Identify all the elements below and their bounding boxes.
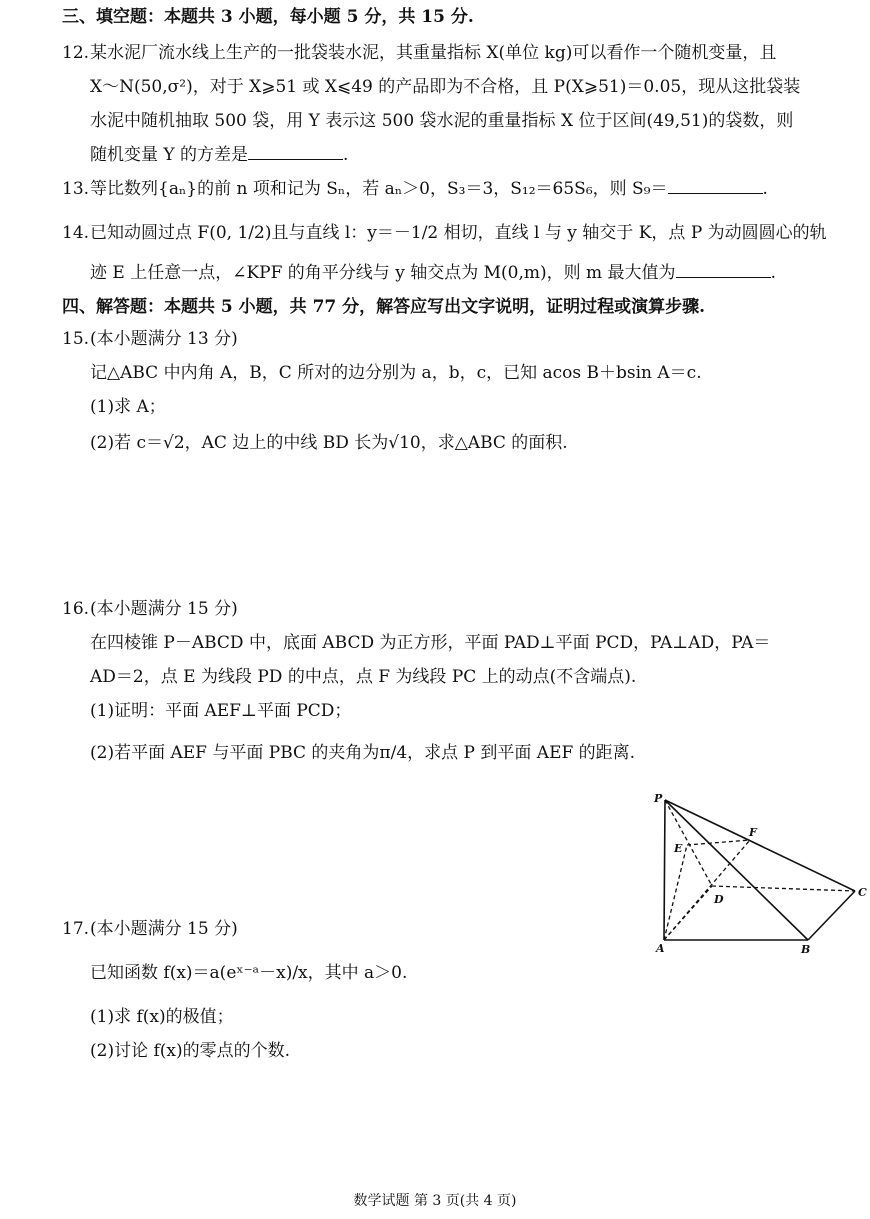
q16-part1: (1)证明：平面 AEF⊥平面 PCD； — [90, 701, 352, 721]
edge-PC — [665, 800, 855, 891]
edge-AF — [664, 840, 750, 940]
label-E: E — [674, 842, 683, 855]
label-P: P — [654, 792, 663, 805]
label-C: C — [858, 886, 867, 899]
label-B: B — [801, 943, 811, 956]
q17-stem: 已知函数 f(x)＝a(eˣ⁻ᵃ－x)/x，其中 a＞0. — [90, 963, 408, 983]
q15-part1: (1)求 A； — [90, 397, 166, 417]
q14-line2: 迹 E 上任意一点，∠KPF 的角平分线与 y 轴交点为 M(0,m)，则 m 最大值为 — [90, 263, 676, 283]
edge-PA — [664, 800, 665, 940]
q16-score: (本小题满分 15 分) — [90, 599, 238, 619]
q16-stem2: AD＝2，点 E 为线段 PD 的中点，点 F 为线段 PC 上的动点(不含端点). — [90, 667, 637, 687]
label-A: A — [656, 942, 665, 955]
q13-row — [90, 178, 768, 200]
q14-line1: 已知动圆过点 F(0, 1/2)且与直线 l：y＝－1/2 相切，直线 l 与 y 轴交于 K，点 P 为动圆圆心的轨 — [90, 223, 827, 243]
q15-stem: 记△ABC 中内角 A，B，C 所对的边分别为 a，b，c，已知 acos B＋bsin A＝c. — [90, 363, 702, 383]
label-D: D — [714, 893, 724, 906]
q12-number: 12. — [62, 43, 90, 63]
page-footer: 数学试题 第 3 页(共 4 页) — [353, 1193, 517, 1209]
q12-end: . — [343, 145, 349, 165]
q13-text: 等比数列{aₙ}的前 n 项和记为 Sₙ，若 aₙ＞0，S₃＝3，S₁₂＝65S₆，则 S₉＝ — [90, 179, 668, 199]
q16-stem1: 在四棱锥 P－ABCD 中，底面 ABCD 为正方形，平面 PAD⊥平面 PCD，PA⊥AD，PA＝ — [90, 633, 771, 653]
edge-PB — [665, 800, 808, 940]
q15-number: 15. — [62, 329, 90, 349]
edge-BC — [808, 891, 855, 940]
q17-part1: (1)求 f(x)的极值； — [90, 1007, 234, 1027]
edge-DC — [712, 886, 855, 891]
edge-AE — [664, 845, 687, 940]
q12-line4-row — [90, 144, 348, 166]
q13-end: . — [762, 179, 768, 199]
q15-score: (本小题满分 13 分) — [90, 329, 238, 349]
edge-EF — [687, 840, 750, 845]
q14-answer-blank[interactable] — [676, 276, 771, 278]
q15-part2: (2)若 c＝√2，AC 边上的中线 BD 长为√10，求△ABC 的面积. — [90, 433, 568, 453]
q16-part2: (2)若平面 AEF 与平面 PBC 的夹角为π/4，求点 P 到平面 AEF 的距离. — [90, 743, 636, 763]
q12-line2: X～N(50,σ²)，对于 X⩾51 或 X⩽49 的产品即为不合格，且 P(X⩾51)＝0.05，现从这批袋装 — [90, 77, 801, 97]
q17-number: 17. — [62, 919, 90, 939]
q14-number: 14. — [62, 223, 90, 243]
q13-number: 13. — [62, 179, 90, 199]
section3-header: 三、填空题：本题共 3 小题，每小题 5 分，共 15 分. — [62, 7, 474, 27]
section4-header: 四、解答题：本题共 5 小题，共 77 分，解答应写出文字说明，证明过程或演算步骤. — [62, 297, 706, 317]
pyramid-figure — [650, 790, 870, 960]
q12-line4: 随机变量 Y 的方差是 — [90, 145, 249, 165]
q12-line1: 某水泥厂流水线上生产的一批袋装水泥，其重量指标 X(单位 kg)可以看作一个随机变量，且 — [90, 43, 777, 63]
q17-score: (本小题满分 15 分) — [90, 919, 238, 939]
q13-answer-blank[interactable] — [668, 192, 763, 194]
q14-end: . — [770, 263, 776, 283]
label-F: F — [749, 826, 757, 839]
q12-answer-blank[interactable] — [248, 158, 343, 160]
q14-line2-row — [90, 262, 776, 284]
q17-part2: (2)讨论 f(x)的零点的个数. — [90, 1041, 291, 1061]
q12-line3: 水泥中随机抽取 500 袋，用 Y 表示这 500 袋水泥的重量指标 X 位于区间(49,51)的袋数，则 — [90, 111, 794, 131]
q16-number: 16. — [62, 599, 90, 619]
edge-PD — [665, 800, 712, 886]
